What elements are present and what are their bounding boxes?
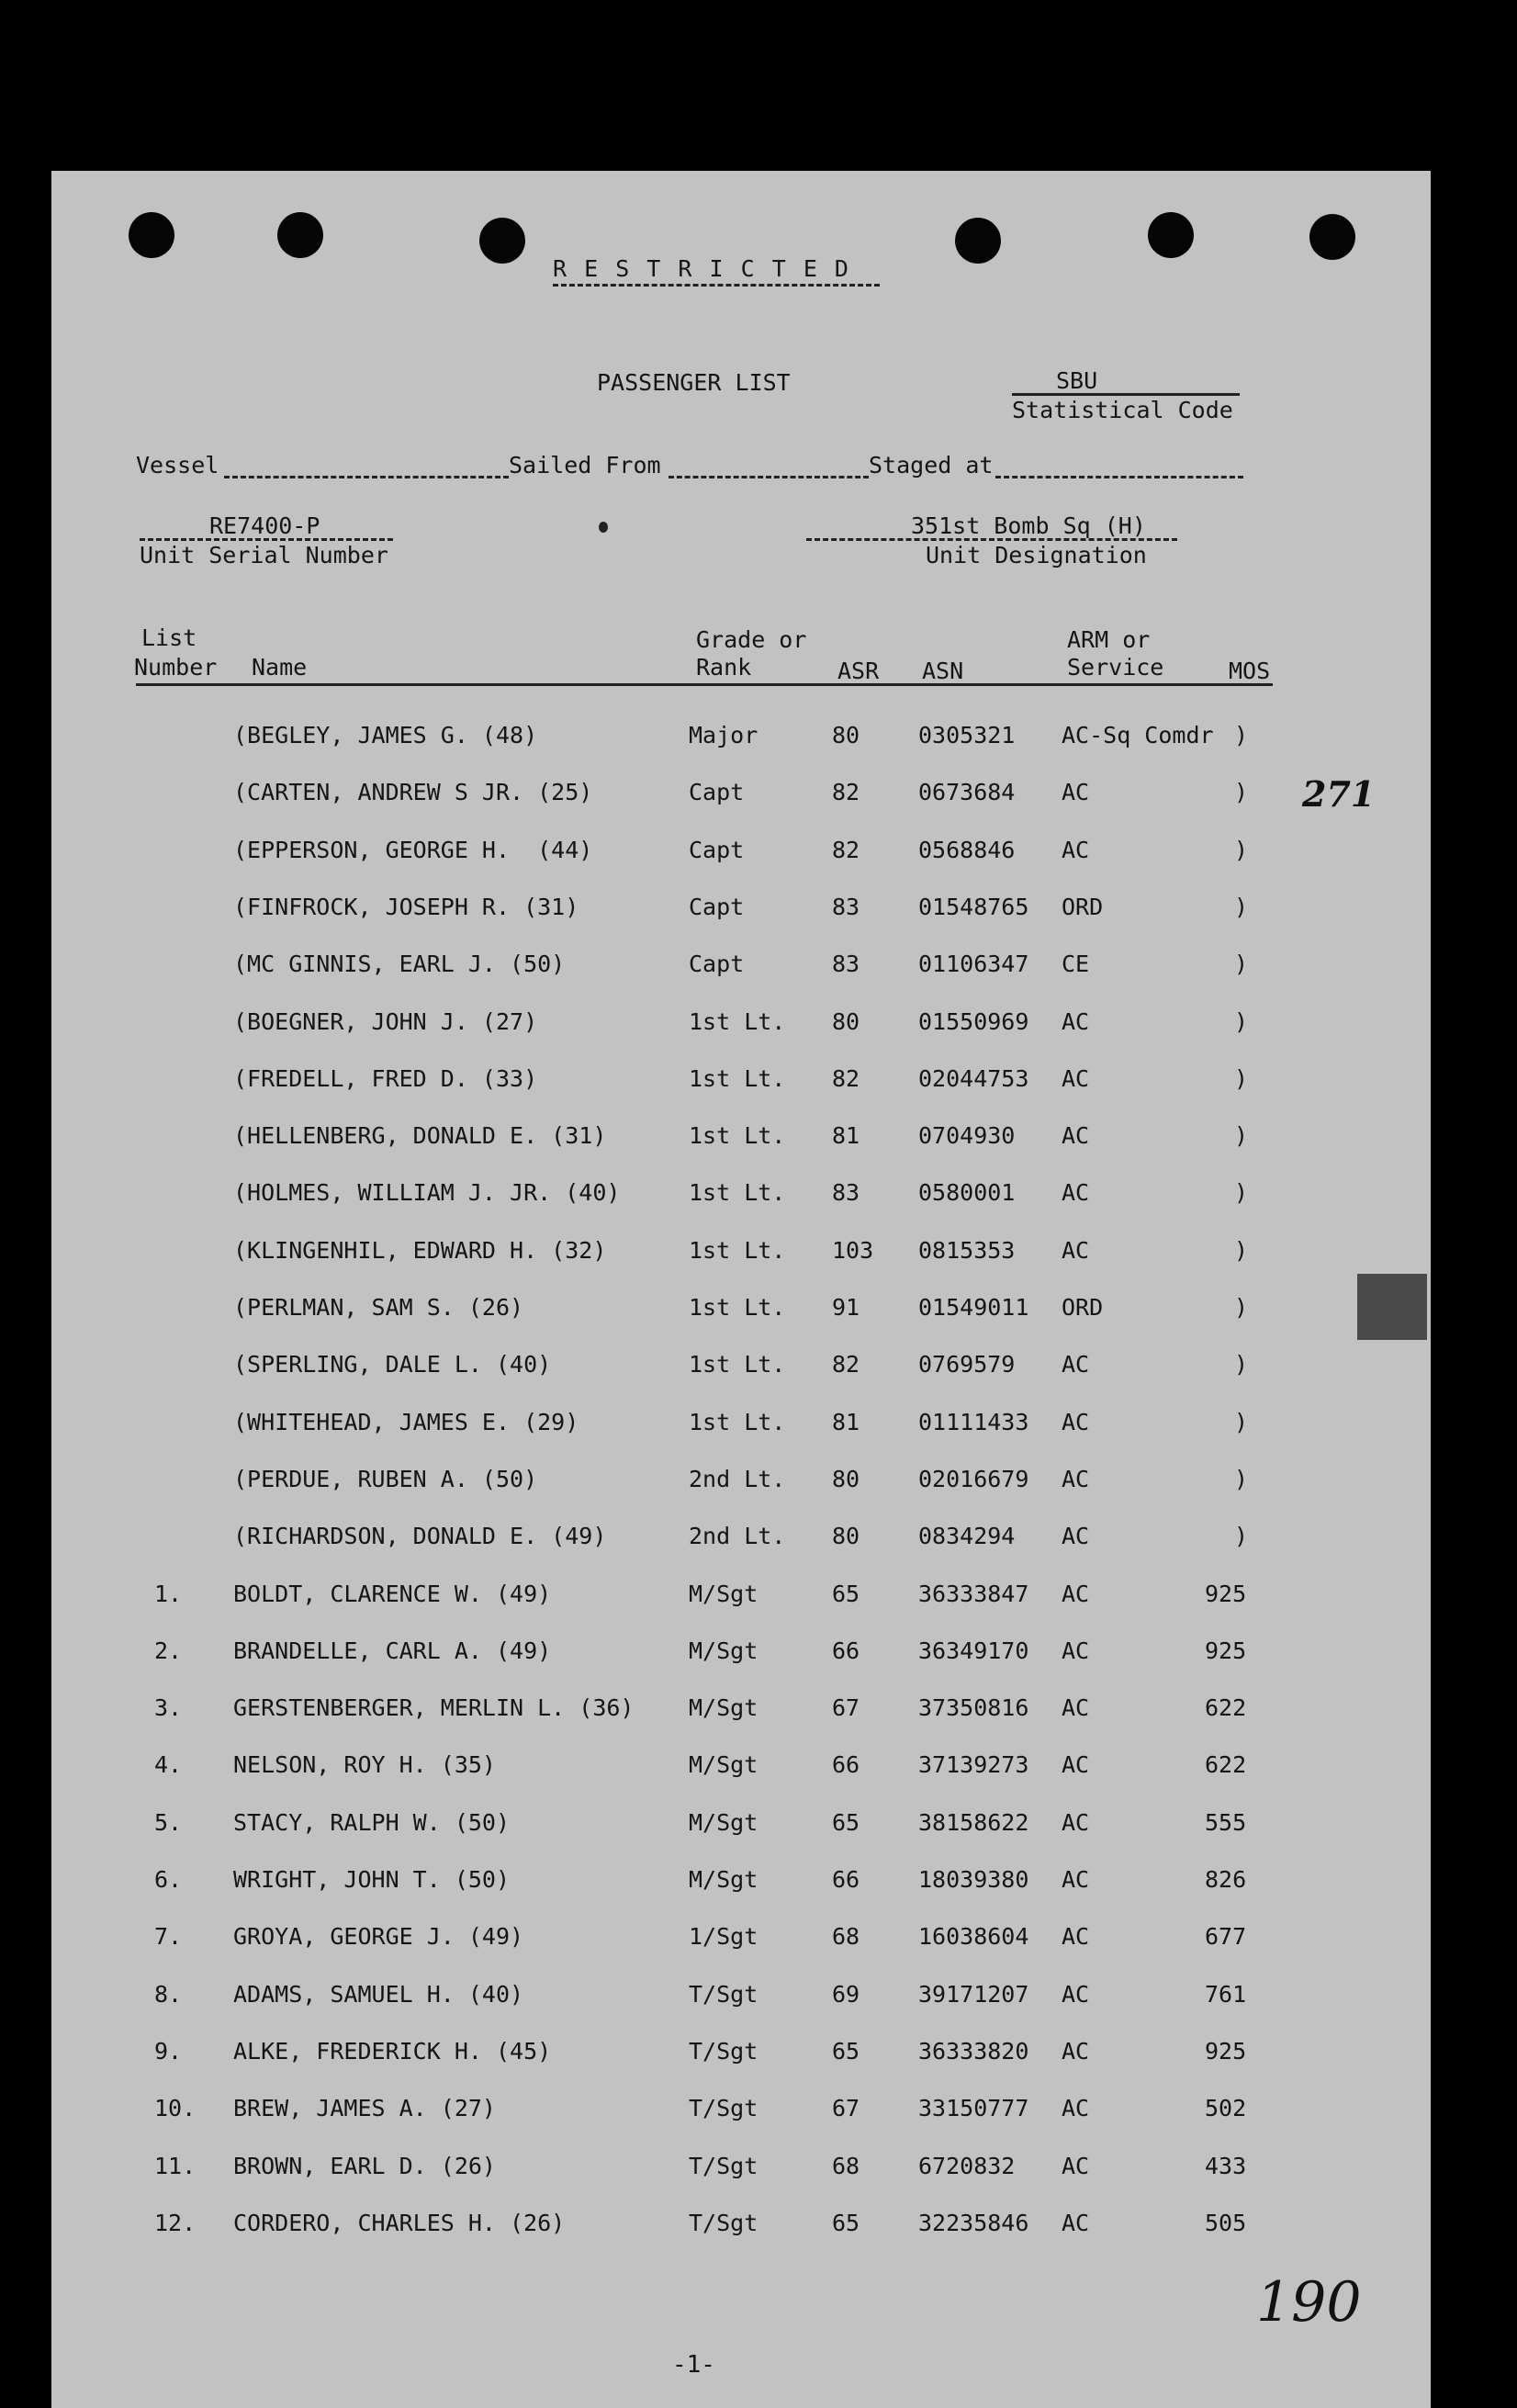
table-row bbox=[51, 1866, 1431, 1903]
row-asr: 82 bbox=[832, 779, 860, 805]
row-number: 9. bbox=[154, 2038, 183, 2065]
sailed-from-line bbox=[669, 476, 869, 478]
row-name: (PERDUE, RUBEN A. (50) bbox=[233, 1466, 538, 1492]
row-asn: 0568846 bbox=[918, 837, 1016, 863]
table-row bbox=[51, 1122, 1431, 1159]
row-asn: 39171207 bbox=[918, 1981, 1029, 2008]
row-grade: 1st Lt. bbox=[689, 1065, 786, 1092]
ink-dot bbox=[599, 522, 608, 533]
punch-hole bbox=[1148, 212, 1194, 258]
row-asn: 01549011 bbox=[918, 1294, 1029, 1321]
row-asr: 83 bbox=[832, 894, 860, 920]
staged-at-line bbox=[995, 476, 1243, 478]
row-grade: T/Sgt bbox=[689, 1981, 758, 2008]
row-number: 12. bbox=[154, 2210, 197, 2236]
row-asr: 65 bbox=[832, 1581, 860, 1607]
page-number: -1- bbox=[672, 2351, 715, 2379]
row-asn: 01111433 bbox=[918, 1409, 1029, 1435]
row-mos: 622 bbox=[1205, 1694, 1247, 1721]
table-row bbox=[51, 1179, 1431, 1216]
sailed-from-label: Sailed From bbox=[509, 452, 661, 478]
row-mos: ) bbox=[1234, 1008, 1249, 1035]
row-asn: 02016679 bbox=[918, 1466, 1029, 1492]
unit-designation-value: 351st Bomb Sq (H) bbox=[911, 512, 1146, 539]
row-mos: ) bbox=[1234, 1466, 1249, 1492]
row-grade: Capt bbox=[689, 779, 745, 805]
row-asr: 83 bbox=[832, 1179, 860, 1206]
row-name: BOLDT, CLARENCE W. (49) bbox=[233, 1581, 552, 1607]
row-asr: 82 bbox=[832, 1351, 860, 1378]
col-name-header: Name bbox=[252, 654, 308, 681]
row-mos: 555 bbox=[1205, 1809, 1247, 1836]
row-mos: 433 bbox=[1205, 2153, 1247, 2179]
row-mos: ) bbox=[1234, 1122, 1249, 1149]
row-asn: 38158622 bbox=[918, 1809, 1029, 1836]
row-name: (CARTEN, ANDREW S JR. (25) bbox=[233, 779, 593, 805]
row-name: (FREDELL, FRED D. (33) bbox=[233, 1065, 538, 1092]
row-name: STACY, RALPH W. (50) bbox=[233, 1809, 511, 1836]
row-mos: ) bbox=[1234, 779, 1249, 805]
row-grade: Capt bbox=[689, 951, 745, 977]
row-asn: 01550969 bbox=[918, 1008, 1029, 1035]
punch-hole bbox=[277, 212, 323, 258]
table-row bbox=[51, 1294, 1431, 1331]
row-arm: AC bbox=[1062, 1122, 1090, 1149]
row-mos: 925 bbox=[1205, 1637, 1247, 1664]
unit-serial-value: RE7400-P bbox=[209, 512, 320, 539]
row-asr: 80 bbox=[832, 722, 860, 748]
row-asn: 0815353 bbox=[918, 1237, 1016, 1264]
row-number: 5. bbox=[154, 1809, 183, 1836]
row-asr: 69 bbox=[832, 1981, 860, 2008]
row-asn: 01106347 bbox=[918, 951, 1029, 977]
row-mos: ) bbox=[1234, 1065, 1249, 1092]
row-asn: 33150777 bbox=[918, 2095, 1029, 2121]
row-mos: 622 bbox=[1205, 1751, 1247, 1778]
row-asr: 65 bbox=[832, 2210, 860, 2236]
row-asr: 82 bbox=[832, 837, 860, 863]
col-service-header: Service bbox=[1067, 654, 1164, 681]
row-arm: AC bbox=[1062, 1409, 1090, 1435]
punch-hole bbox=[129, 212, 174, 258]
row-grade: M/Sgt bbox=[689, 1694, 758, 1721]
row-arm: AC bbox=[1062, 1237, 1090, 1264]
table-row bbox=[51, 722, 1431, 759]
row-mos: 925 bbox=[1205, 2038, 1247, 2065]
row-asr: 68 bbox=[832, 1923, 860, 1950]
row-arm: AC-Sq Comdr bbox=[1062, 722, 1214, 748]
table-row bbox=[51, 1637, 1431, 1674]
row-name: (RICHARDSON, DONALD E. (49) bbox=[233, 1523, 607, 1549]
row-asr: 91 bbox=[832, 1294, 860, 1321]
row-asn: 32235846 bbox=[918, 2210, 1029, 2236]
row-asr: 66 bbox=[832, 1751, 860, 1778]
row-mos: ) bbox=[1234, 951, 1249, 977]
row-mos: ) bbox=[1234, 1237, 1249, 1264]
row-asr: 66 bbox=[832, 1866, 860, 1893]
table-row bbox=[51, 1466, 1431, 1502]
vessel-line bbox=[224, 476, 509, 478]
row-arm: AC bbox=[1062, 1466, 1090, 1492]
classification-heading: R E S T R I C T E D bbox=[553, 255, 850, 282]
row-arm: AC bbox=[1062, 1923, 1090, 1950]
row-grade: 1st Lt. bbox=[689, 1351, 786, 1378]
row-name: ADAMS, SAMUEL H. (40) bbox=[233, 1981, 524, 2008]
vessel-label: Vessel bbox=[136, 452, 219, 478]
row-asn: 0673684 bbox=[918, 779, 1016, 805]
row-grade: Capt bbox=[689, 837, 745, 863]
row-grade: 1/Sgt bbox=[689, 1923, 758, 1950]
row-asn: 02044753 bbox=[918, 1065, 1029, 1092]
row-grade: 1st Lt. bbox=[689, 1008, 786, 1035]
row-asn: 0580001 bbox=[918, 1179, 1016, 1206]
row-asr: 67 bbox=[832, 2095, 860, 2121]
row-mos: 826 bbox=[1205, 1866, 1247, 1893]
row-asn: 0305321 bbox=[918, 722, 1016, 748]
row-grade: T/Sgt bbox=[689, 2210, 758, 2236]
row-arm: AC bbox=[1062, 1179, 1090, 1206]
unit-serial-line bbox=[140, 538, 393, 541]
row-arm: AC bbox=[1062, 2153, 1090, 2179]
row-arm: AC bbox=[1062, 2095, 1090, 2121]
row-name: (WHITEHEAD, JAMES E. (29) bbox=[233, 1409, 579, 1435]
table-row bbox=[51, 1923, 1431, 1960]
row-arm: ORD bbox=[1062, 1294, 1104, 1321]
table-row bbox=[51, 2038, 1431, 2075]
row-name: ALKE, FREDERICK H. (45) bbox=[233, 2038, 552, 2065]
table-row bbox=[51, 1581, 1431, 1617]
row-mos: ) bbox=[1234, 1179, 1249, 1206]
row-number: 6. bbox=[154, 1866, 183, 1893]
table-row bbox=[51, 1751, 1431, 1788]
page-title: PASSENGER LIST bbox=[597, 369, 791, 396]
classification-underline bbox=[553, 284, 880, 287]
table-row bbox=[51, 2153, 1431, 2189]
row-name: (KLINGENHIL, EDWARD H. (32) bbox=[233, 1237, 607, 1264]
row-asn: 36333847 bbox=[918, 1581, 1029, 1607]
row-asn: 16038604 bbox=[918, 1923, 1029, 1950]
table-row bbox=[51, 1809, 1431, 1846]
staged-at-label: Staged at bbox=[869, 452, 994, 478]
row-mos: ) bbox=[1234, 1351, 1249, 1378]
col-number-header: Number bbox=[134, 654, 218, 681]
row-grade: T/Sgt bbox=[689, 2038, 758, 2065]
table-row bbox=[51, 951, 1431, 987]
table-row bbox=[51, 1237, 1431, 1274]
row-arm: AC bbox=[1062, 1637, 1090, 1664]
row-asr: 103 bbox=[832, 1237, 874, 1264]
row-mos: ) bbox=[1234, 894, 1249, 920]
col-grade-header: Grade or bbox=[696, 626, 807, 653]
row-arm: AC bbox=[1062, 2210, 1090, 2236]
row-mos: 502 bbox=[1205, 2095, 1247, 2121]
row-asn: 0704930 bbox=[918, 1122, 1016, 1149]
punch-hole bbox=[955, 218, 1001, 264]
row-name: BREW, JAMES A. (27) bbox=[233, 2095, 496, 2121]
row-name: (BEGLEY, JAMES G. (48) bbox=[233, 722, 538, 748]
col-rank-header: Rank bbox=[696, 654, 752, 681]
col-list-header: List bbox=[141, 625, 197, 651]
unit-designation-line bbox=[806, 538, 1177, 541]
row-name: CORDERO, CHARLES H. (26) bbox=[233, 2210, 566, 2236]
row-grade: M/Sgt bbox=[689, 1866, 758, 1893]
table-row bbox=[51, 779, 1431, 816]
row-name: (MC GINNIS, EARL J. (50) bbox=[233, 951, 566, 977]
table-row bbox=[51, 1694, 1431, 1731]
row-asn: 36349170 bbox=[918, 1637, 1029, 1664]
row-arm: AC bbox=[1062, 1751, 1090, 1778]
row-asn: 18039380 bbox=[918, 1866, 1029, 1893]
row-grade: M/Sgt bbox=[689, 1581, 758, 1607]
row-name: GERSTENBERGER, MERLIN L. (36) bbox=[233, 1694, 635, 1721]
row-arm: AC bbox=[1062, 1809, 1090, 1836]
col-arm-header: ARM or bbox=[1067, 626, 1151, 653]
stamp-number: 271 bbox=[1302, 773, 1376, 815]
row-name: BRANDELLE, CARL A. (49) bbox=[233, 1637, 552, 1664]
row-asr: 80 bbox=[832, 1466, 860, 1492]
row-mos: ) bbox=[1234, 1409, 1249, 1435]
row-arm: CE bbox=[1062, 951, 1090, 977]
document-page bbox=[51, 171, 1431, 2408]
row-number: 11. bbox=[154, 2153, 197, 2179]
table-row bbox=[51, 1981, 1431, 2018]
row-name: (HELLENBERG, DONALD E. (31) bbox=[233, 1122, 607, 1149]
row-name: (HOLMES, WILLIAM J. JR. (40) bbox=[233, 1179, 621, 1206]
row-number: 10. bbox=[154, 2095, 197, 2121]
row-name: (FINFROCK, JOSEPH R. (31) bbox=[233, 894, 579, 920]
row-asr: 66 bbox=[832, 1637, 860, 1664]
row-number: 8. bbox=[154, 1981, 183, 2008]
row-arm: AC bbox=[1062, 1981, 1090, 2008]
col-mos-header: MOS bbox=[1229, 658, 1271, 684]
table-row bbox=[51, 1409, 1431, 1446]
row-grade: M/Sgt bbox=[689, 1637, 758, 1664]
stat-code-line bbox=[1012, 393, 1240, 396]
row-asn: 37350816 bbox=[918, 1694, 1029, 1721]
row-grade: Major bbox=[689, 722, 758, 748]
row-asr: 65 bbox=[832, 1809, 860, 1836]
table-row bbox=[51, 837, 1431, 873]
table-row bbox=[51, 2095, 1431, 2132]
unit-serial-label: Unit Serial Number bbox=[140, 542, 388, 568]
row-asn: 01548765 bbox=[918, 894, 1029, 920]
row-name: BROWN, EARL D. (26) bbox=[233, 2153, 496, 2179]
header-rule bbox=[136, 683, 1273, 686]
row-arm: AC bbox=[1062, 2038, 1090, 2065]
row-grade: 1st Lt. bbox=[689, 1409, 786, 1435]
table-row bbox=[51, 1351, 1431, 1388]
row-number: 4. bbox=[154, 1751, 183, 1778]
row-grade: T/Sgt bbox=[689, 2095, 758, 2121]
row-asn: 37139273 bbox=[918, 1751, 1029, 1778]
row-mos: 761 bbox=[1205, 1981, 1247, 2008]
row-asn: 0834294 bbox=[918, 1523, 1016, 1549]
row-mos: ) bbox=[1234, 837, 1249, 863]
side-tab-marker bbox=[1357, 1274, 1427, 1340]
punch-hole bbox=[479, 218, 525, 264]
row-mos: ) bbox=[1234, 1523, 1249, 1549]
row-number: 7. bbox=[154, 1923, 183, 1950]
row-mos: ) bbox=[1234, 722, 1249, 748]
row-asr: 67 bbox=[832, 1694, 860, 1721]
table-row bbox=[51, 1065, 1431, 1102]
row-name: (PERLMAN, SAM S. (26) bbox=[233, 1294, 524, 1321]
row-name: NELSON, ROY H. (35) bbox=[233, 1751, 496, 1778]
row-grade: M/Sgt bbox=[689, 1809, 758, 1836]
row-mos: ) bbox=[1234, 1294, 1249, 1321]
row-arm: AC bbox=[1062, 779, 1090, 805]
row-asr: 80 bbox=[832, 1008, 860, 1035]
col-asr-header: ASR bbox=[837, 658, 880, 684]
row-name: (EPPERSON, GEORGE H. (44) bbox=[233, 837, 593, 863]
row-number: 2. bbox=[154, 1637, 183, 1664]
row-number: 3. bbox=[154, 1694, 183, 1721]
stat-code-value: SBU bbox=[1056, 367, 1098, 394]
row-name: (SPERLING, DALE L. (40) bbox=[233, 1351, 552, 1378]
row-asr: 81 bbox=[832, 1409, 860, 1435]
row-asn: 36333820 bbox=[918, 2038, 1029, 2065]
row-arm: AC bbox=[1062, 1008, 1090, 1035]
table-row bbox=[51, 2210, 1431, 2246]
row-arm: AC bbox=[1062, 837, 1090, 863]
row-arm: AC bbox=[1062, 1866, 1090, 1893]
row-arm: AC bbox=[1062, 1065, 1090, 1092]
row-asr: 65 bbox=[832, 2038, 860, 2065]
punch-hole bbox=[1309, 214, 1355, 260]
row-arm: AC bbox=[1062, 1523, 1090, 1549]
row-name: GROYA, GEORGE J. (49) bbox=[233, 1923, 524, 1950]
row-mos: 925 bbox=[1205, 1581, 1247, 1607]
row-grade: 2nd Lt. bbox=[689, 1523, 786, 1549]
table-row bbox=[51, 894, 1431, 930]
row-grade: M/Sgt bbox=[689, 1751, 758, 1778]
row-grade: T/Sgt bbox=[689, 2153, 758, 2179]
row-asr: 83 bbox=[832, 951, 860, 977]
row-name: WRIGHT, JOHN T. (50) bbox=[233, 1866, 511, 1893]
stat-code-label: Statistical Code bbox=[1012, 397, 1233, 423]
row-arm: AC bbox=[1062, 1351, 1090, 1378]
row-number: 1. bbox=[154, 1581, 183, 1607]
row-asr: 82 bbox=[832, 1065, 860, 1092]
row-mos: 677 bbox=[1205, 1923, 1247, 1950]
row-grade: 2nd Lt. bbox=[689, 1466, 786, 1492]
unit-designation-label: Unit Designation bbox=[926, 542, 1147, 568]
table-row bbox=[51, 1523, 1431, 1559]
row-grade: 1st Lt. bbox=[689, 1294, 786, 1321]
row-grade: 1st Lt. bbox=[689, 1122, 786, 1149]
row-asn: 0769579 bbox=[918, 1351, 1016, 1378]
row-arm: AC bbox=[1062, 1581, 1090, 1607]
row-name: (BOEGNER, JOHN J. (27) bbox=[233, 1008, 538, 1035]
row-asr: 68 bbox=[832, 2153, 860, 2179]
row-grade: Capt bbox=[689, 894, 745, 920]
row-asn: 6720832 bbox=[918, 2153, 1016, 2179]
row-arm: ORD bbox=[1062, 894, 1104, 920]
row-grade: 1st Lt. bbox=[689, 1237, 786, 1264]
table-row bbox=[51, 1008, 1431, 1045]
row-arm: AC bbox=[1062, 1694, 1090, 1721]
row-mos: 505 bbox=[1205, 2210, 1247, 2236]
handwritten-number: 190 bbox=[1256, 2270, 1362, 2335]
col-asn-header: ASN bbox=[922, 658, 964, 684]
row-asr: 80 bbox=[832, 1523, 860, 1549]
row-asr: 81 bbox=[832, 1122, 860, 1149]
row-grade: 1st Lt. bbox=[689, 1179, 786, 1206]
